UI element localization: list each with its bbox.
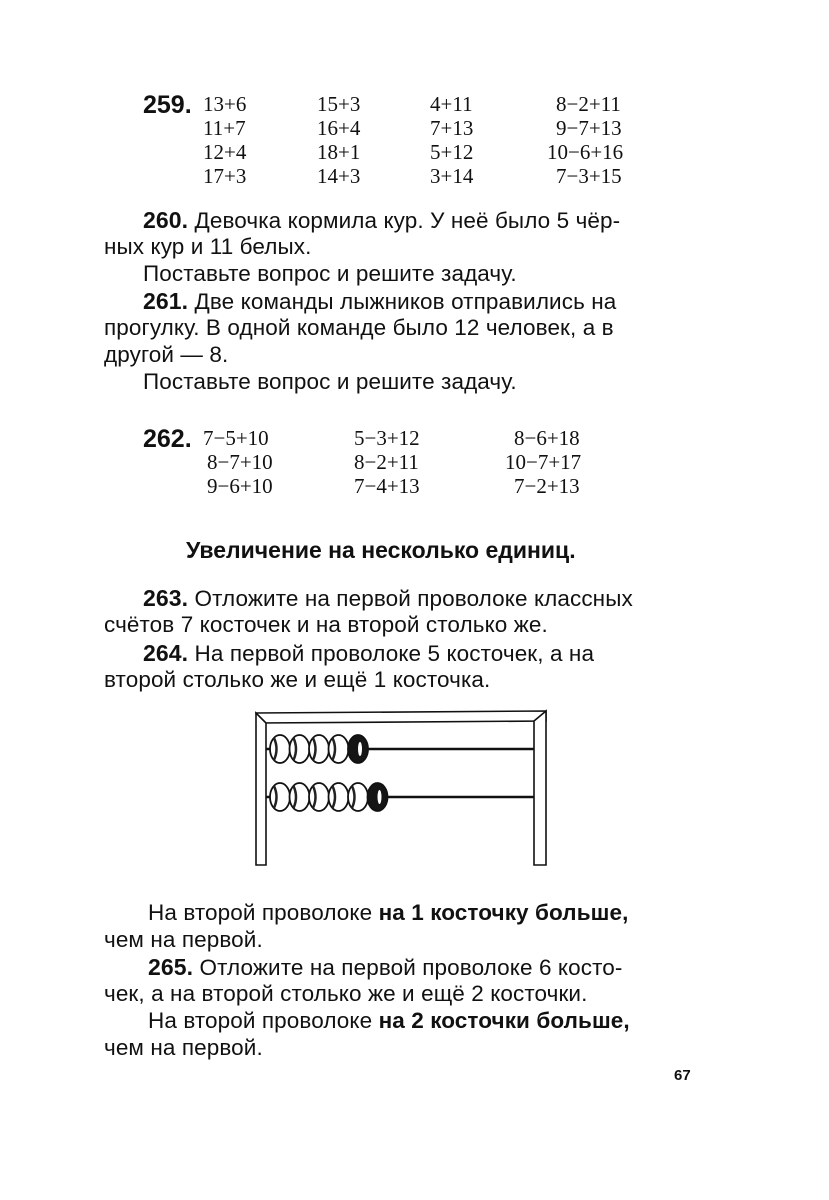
abacus-bead — [348, 783, 368, 811]
abacus-bead — [290, 735, 310, 763]
expression: 9−7+13 — [556, 116, 622, 140]
problem-text-line: второй столько же и ещё 1 косточка. — [104, 667, 491, 692]
abacus-frame-left — [256, 713, 266, 865]
abacus-bead — [290, 783, 310, 811]
problem-text-line — [143, 207, 620, 234]
wire-1-beads — [270, 735, 368, 763]
expression: 5+12 — [430, 140, 474, 164]
wire-2-beads — [270, 783, 388, 811]
abacus-bead — [309, 783, 329, 811]
abacus-frame-top — [256, 711, 546, 723]
abacus-frame-right — [534, 711, 546, 865]
problem-text: На первой проволоке 5 косточек, а на — [194, 641, 595, 666]
expression: 3+14 — [430, 164, 474, 188]
abacus-bead — [329, 783, 349, 811]
conclusion-text-line: чем на первой. — [104, 1035, 263, 1060]
abacus-bead — [348, 735, 368, 763]
expression: 17+3 — [203, 164, 247, 188]
problem-text: Отложите на первой проволоке классных — [194, 586, 633, 611]
problem-text-line: чек, а на второй столько же и ещё 2 косточки. — [104, 981, 588, 1006]
expression: 14+3 — [317, 164, 361, 188]
problem-text-line: Поставьте вопрос и решите задачу. — [143, 369, 517, 394]
abacus-bead — [329, 735, 349, 763]
problem-number: 261. — [143, 288, 189, 314]
conclusion-text: На второй проволоке — [148, 900, 379, 925]
expression: 10−6+16 — [547, 140, 624, 164]
expression: 4+11 — [430, 92, 473, 116]
section-heading: Увеличение на несколько единиц. — [186, 537, 576, 563]
problem-text-line: счётов 7 косточек и на второй столько же. — [104, 612, 548, 637]
expression: 7−3+15 — [556, 164, 622, 188]
conclusion-text-line — [148, 1008, 630, 1034]
expression: 7−2+13 — [514, 474, 580, 498]
problem-number: 263. — [143, 585, 189, 611]
expression: 8−2+11 — [354, 450, 419, 474]
expression: 15+3 — [317, 92, 361, 116]
expression: 11+7 — [203, 116, 246, 140]
expression: 8−6+18 — [514, 426, 580, 450]
expression: 5−3+12 — [354, 426, 420, 450]
problem-text-line: Поставьте вопрос и решите задачу. — [143, 261, 517, 286]
conclusion-text-line — [148, 900, 628, 926]
conclusion-emphasis: на 1 косточку больше, — [378, 900, 629, 925]
expression: 13+6 — [203, 92, 247, 116]
abacus-bead — [309, 735, 329, 763]
abacus-bead — [270, 783, 290, 811]
problem-number: 265. — [148, 954, 194, 980]
exercise-number: 259. — [143, 91, 192, 119]
exercise-number: 262. — [143, 425, 192, 453]
problem-number: 264. — [143, 640, 189, 666]
problem-text-line — [148, 954, 622, 981]
expression: 8−2+11 — [556, 92, 621, 116]
conclusion-emphasis: на 2 косточки больше, — [378, 1008, 630, 1033]
conclusion-text: На второй проволоке — [148, 1008, 379, 1033]
expression: 7+13 — [430, 116, 474, 140]
problem-text-line — [143, 288, 616, 315]
problem-text-line: другой — 8. — [104, 342, 229, 367]
problem-text-line — [143, 585, 633, 612]
problem-text-line: ных кур и 11 белых. — [104, 234, 312, 259]
expression: 18+1 — [317, 140, 361, 164]
problem-text-line: прогулку. В одной команде было 12 человек, а в — [104, 315, 614, 340]
problem-number: 260. — [143, 207, 189, 233]
expression: 16+4 — [317, 116, 361, 140]
problem-text: Две команды лыжников отправились на — [194, 289, 617, 314]
abacus-bead — [270, 735, 290, 763]
abacus-illustration — [250, 705, 560, 875]
problem-text: Девочка кормила кур. У неё было 5 чёр- — [194, 208, 621, 233]
page-number: 67 — [674, 1067, 691, 1084]
expression: 8−7+10 — [207, 450, 273, 474]
expression: 12+4 — [203, 140, 247, 164]
conclusion-text-line: чем на первой. — [104, 927, 263, 952]
expression: 7−5+10 — [203, 426, 269, 450]
expression: 10−7+17 — [505, 450, 582, 474]
abacus-bead — [368, 783, 388, 811]
problem-text: Отложите на первой проволоке 6 косто- — [199, 955, 623, 980]
problem-text-line — [143, 640, 594, 667]
expression: 9−6+10 — [207, 474, 273, 498]
expression: 7−4+13 — [354, 474, 420, 498]
